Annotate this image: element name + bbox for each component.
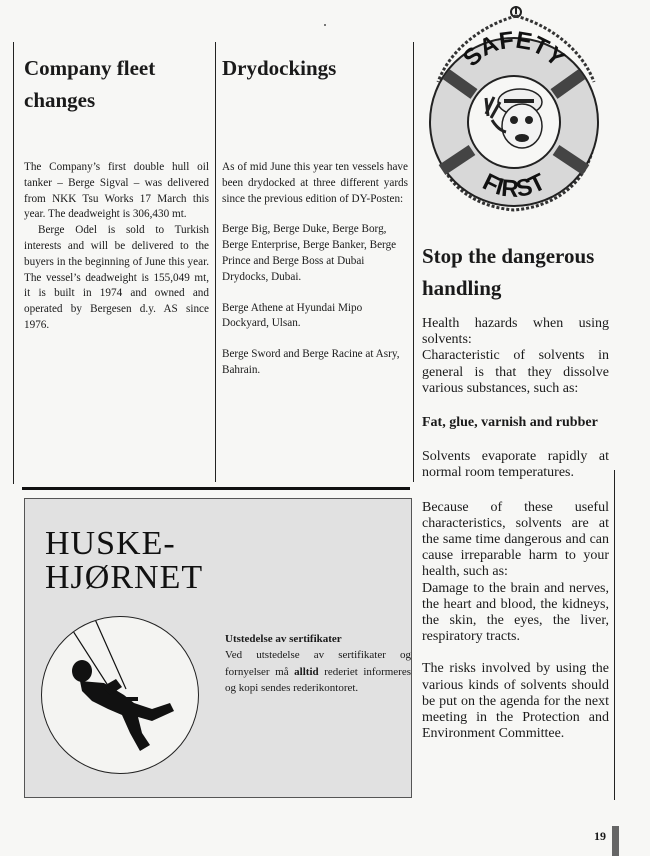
article-heading	[422, 240, 609, 304]
text-run: rederiet informeres og kopi sendes rederikontoret.	[225, 665, 411, 695]
column-rule-right	[614, 470, 615, 800]
safety-first-lifebuoy-logo	[416, 2, 608, 224]
paragraph: As of mid June this year ten vessels have been drydocked at three different yards since the previous edition of DY-Posten:	[222, 161, 408, 205]
page-number: 19	[594, 829, 606, 843]
reminder-text	[225, 631, 411, 697]
article-dangerous-handling	[422, 240, 609, 742]
article-body	[422, 316, 609, 742]
article-heading	[24, 52, 209, 116]
heading-line: changes	[24, 88, 96, 112]
paragraph: Damage to the brain and nerves, the heart and blood, the kidneys, the skin, the eyes, the liver, respiratory tracts.	[422, 580, 609, 645]
paragraph: Berge Athene at Hyundai Mipo Dockyard, Ulsan.	[222, 301, 363, 330]
column-rule-left	[13, 42, 14, 484]
reminder-subheading: Utstedelse av sertifikater	[225, 633, 342, 645]
person-on-swing-icon	[42, 617, 198, 773]
heading-line: Stop the dangerous	[422, 244, 595, 268]
reminder-paragraph	[225, 647, 411, 696]
paragraph: Berge Sword and Berge Racine at Asry, Bahrain.	[222, 348, 400, 376]
title-line: HUSKE-	[45, 525, 176, 562]
logo-top-text: SAFETY	[457, 26, 571, 73]
reminder-corner-box	[24, 498, 412, 798]
paragraph: The Company’s first double hull oil tanker – Berge Sigval – was delivered from NKK Tsu Works 17 March this year. The deadweight is 306,430 mt.	[24, 161, 209, 221]
swing-illustration	[41, 616, 199, 774]
section-rule	[22, 487, 410, 490]
reminder-corner-title	[45, 527, 203, 595]
paragraph: Berge Odel is sold to Turkish interests and will be delivered to the buyers in the beginning of June this year. The vessel’s deadweight is 155,049 mt, it is built in 1974 and owned and operated by Bergesen d.y. AS since 1976.	[24, 224, 209, 331]
heading-line: handling	[422, 276, 502, 300]
paragraph: Berge Big, Berge Duke, Berge Borg, Berge Enterprise, Berge Banker, Berge Prince and Berge Boss at Dubai Drydocks, Dubai.	[222, 223, 397, 283]
page-dot	[324, 24, 326, 26]
bold-subheading: Fat, glue, varnish and rubber	[422, 415, 598, 431]
heading-line: Company fleet	[24, 56, 156, 80]
article-fleet-changes	[24, 52, 209, 334]
title-line: HJØRNET	[45, 559, 204, 596]
text-run: Ved utstedelse av sertifikater og fornyelser må	[225, 649, 411, 678]
paragraph: Characteristic of solvents in general is that they dissolve various substances, such as:	[422, 348, 609, 396]
paragraph: Health hazards when using solvents:	[422, 316, 609, 348]
page-edge-bar	[612, 826, 619, 856]
paragraph: Because of these useful characteristics, solvents are at the same time dangerous and can cause irreparable harm to your health, such as:	[422, 499, 609, 580]
emphasis: alltid	[294, 665, 319, 678]
paragraph: The risks involved by using the various kinds of solvents should be put on the agenda for the next meeting in the Protection and Environment Committee.	[422, 661, 609, 742]
article-drydockings	[222, 52, 408, 379]
column-rule-2	[413, 42, 414, 482]
paragraph: Solvents evaporate rapidly at normal room temperatures.	[422, 449, 609, 481]
column-rule-1	[215, 42, 216, 482]
article-heading: Drydockings	[222, 56, 337, 80]
logo-bottom-text: FIRST	[478, 168, 550, 204]
